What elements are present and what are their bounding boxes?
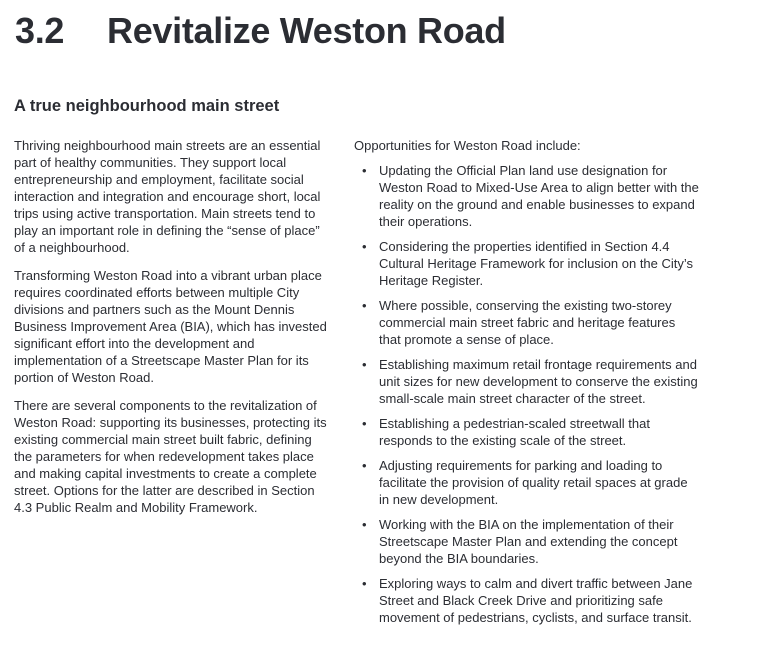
paragraph: There are several components to the revitalization of Weston Road: supporting its businesses, protecting its existing commercial main street built fabric, defining the parameters for when redevelopment takes place and making capital investments to create a complete street. Options for the latter are described in Section 4.3 Public Realm and Mobility Framework.	[14, 398, 327, 515]
opportunities-intro: Opportunities for Weston Road include:	[354, 138, 581, 153]
section-title-text: Revitalize Weston Road	[107, 10, 506, 51]
subheading: A true neighbourhood main street	[14, 97, 280, 115]
list-item-text: Establishing a pedestrian-scaled streetwall that responds to the existing scale of the street.	[379, 416, 650, 448]
opportunities-list	[354, 162, 724, 626]
list-item	[354, 238, 724, 289]
paragraph: Thriving neighbourhood main streets are an essential part of healthy communities. They support local entrepreneurship and employment, facilitate social interaction and integration and encourage short, local trips using active transportation. Main streets tend to play an important role in defining the “sense of place” of a neighbourhood.	[14, 138, 321, 255]
bullet-icon: •	[362, 298, 367, 313]
list-item-text: Updating the Official Plan land use designation for Weston Road to Mixed-Use Area to align better with the reality on the ground and enable businesses to expand their operations.	[379, 163, 699, 229]
list-item	[354, 575, 724, 626]
list-item-text: Exploring ways to calm and divert traffic between Jane Street and Black Creek Drive and prioritizing safe movement of pedestrians, cyclists, and surface transit.	[379, 576, 693, 625]
list-item	[354, 457, 724, 508]
list-item	[354, 516, 724, 567]
list-item-text: Working with the BIA on the implementation of their Streetscape Master Plan and extending the concept beyond the BIA boundaries.	[379, 517, 678, 566]
bullet-icon: •	[362, 416, 367, 431]
list-item	[354, 297, 724, 348]
list-item-text: Considering the properties identified in Section 4.4 Cultural Heritage Framework for inclusion on the City’s Heritage Register.	[379, 239, 694, 288]
list-item-text: Where possible, conserving the existing two-storey commercial main street fabric and heritage features that promote a sense of place.	[379, 298, 676, 347]
bullet-icon: •	[362, 357, 367, 372]
section-title	[15, 10, 506, 52]
bullet-icon: •	[362, 239, 367, 254]
list-item	[354, 415, 724, 449]
left-column	[14, 137, 349, 527]
right-column	[354, 137, 724, 634]
list-item	[354, 356, 724, 407]
list-item	[354, 162, 724, 230]
bullet-icon: •	[362, 517, 367, 532]
bullet-icon: •	[362, 576, 367, 591]
section-number: 3.2	[15, 10, 65, 51]
list-item-text: Adjusting requirements for parking and loading to facilitate the provision of quality retail spaces at grade in new development.	[379, 458, 688, 507]
bullet-icon: •	[362, 163, 367, 178]
bullet-icon: •	[362, 458, 367, 473]
paragraph: Transforming Weston Road into a vibrant urban place requires coordinated efforts between multiple City divisions and partners such as the Mount Dennis Business Improvement Area (BIA), which has invested significant effort into the development and implementation of a Streetscape Master Plan for its portion of Weston Road.	[14, 268, 327, 385]
list-item-text: Establishing maximum retail frontage requirements and unit sizes for new development to conserve the existing small-scale main street character of the street.	[379, 357, 698, 406]
